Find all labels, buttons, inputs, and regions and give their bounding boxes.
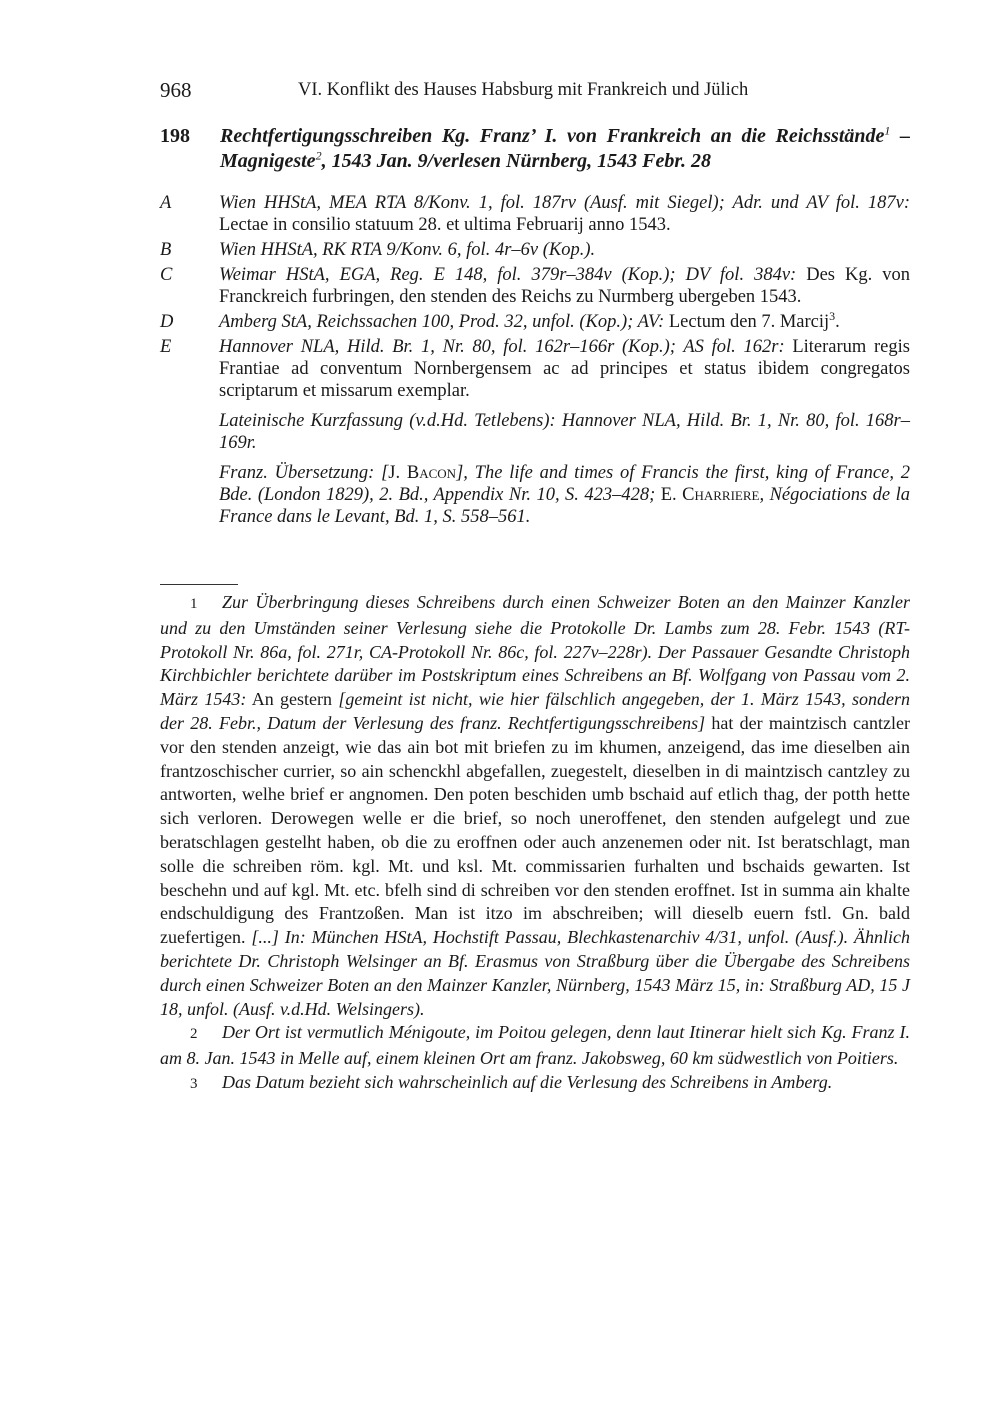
- source-note: Lectum den 7. Marcij: [664, 312, 830, 332]
- document-heading: [160, 124, 910, 174]
- running-title: VI. Konflikt des Hauses Habsburg mit Frankreich und Jülich: [298, 80, 749, 100]
- author-initial: J.: [388, 463, 407, 483]
- source-sigle: C: [160, 265, 173, 285]
- footnote-editorial: [gemeint ist nicht, wie hier fälschlich angegeben, der 1. März 1543, sondern der 28. Febr., Datum der Verlesung des franz. Rechtfertigungsschreibens]: [160, 689, 910, 733]
- source-note: Literarum regis Frantiae ad conventum Nornbergensem ac ad principes et status ibidem congregatos scriptarum et missarum exemplar.: [219, 337, 910, 401]
- source-a: [160, 192, 910, 236]
- footnote-text: Das Datum bezieht sich wahrscheinlich auf die Verlesung des Schreibens in Amberg.: [222, 1071, 833, 1092]
- title-part-c: , 1543 Jan. 9/verlesen Nürnberg, 1543 Febr. 28: [321, 150, 712, 172]
- source-note: Lectae in consilio statuum 28. et ultima Februarij anno 1543.: [219, 215, 671, 235]
- footnote-quote: An gestern: [246, 689, 339, 710]
- footnote-text: Zur Überbringung dieses Schreibens durch einen Schweizer Boten an den Mainzer Kanzler und zu den Umständen seiner Verlesung siehe die Protokolle Dr. Lambs zum 28. Febr. 1543 (RT-Protokoll Nr. 86a, fol. 271r, CA-Protokoll Nr. 86c, fol. 227v–228r). Der Passauer Gesandte Christoph Kirchbichler berichtete darüber im Postskriptum eines Schreibens an Bf. Wolfgang von Passau vom 2. März 1543:: [160, 592, 910, 710]
- source-archive: Amberg StA, Reichssachen 100, Prod. 32, unfol. (Kop.); AV:: [219, 312, 665, 332]
- author-name: Bacon: [406, 463, 457, 483]
- author-name: Charriere: [682, 485, 760, 505]
- footnote-divider: [160, 584, 238, 585]
- source-note: Des Kg. von Franckreich furbringen, den stenden des Reichs zu Nurmberg ubergeben 1543.: [219, 265, 910, 307]
- source-sigle: E: [160, 337, 172, 357]
- title-part-b: – Magnigeste: [220, 125, 911, 172]
- source-note-tail: .: [835, 312, 840, 332]
- source-e: [160, 336, 910, 402]
- source-d: [160, 308, 910, 333]
- page-number: 968: [160, 78, 192, 102]
- footnote-ref-1[interactable]: 1: [884, 123, 891, 138]
- source-c: [160, 264, 910, 308]
- footnotes: [160, 591, 910, 1097]
- source-archive: Wien HHStA, MEA RTA 8/Konv. 1, fol. 187rv (Ausf. mit Siegel); Adr. und AV fol. 187v:: [219, 193, 910, 213]
- footnote-ref-3[interactable]: 3: [829, 308, 836, 323]
- footnote-number: 3: [190, 1075, 198, 1092]
- document-title: [220, 124, 910, 174]
- page: [160, 78, 910, 1097]
- document-number: 198: [160, 125, 190, 147]
- source-sigle: D: [160, 312, 174, 332]
- running-head: [160, 78, 910, 108]
- footnote-text: [...] In: München HStA, Hochstift Passau, Blechkastenarchiv 4/31, unfol. (Ausf.). Ähnlich berichtete Dr. Christoph Welsinger an Bf. Erasmus von Straßburg über die Übergabe des Schreibens durch einen Schweizer Boten an den Mainzer Kanzler, Nürnberg, 1543 März 15, in: Straßburg AD, 15 J 18, unfol. (Ausf. v.d.Hd. Welsingers).: [160, 927, 910, 1019]
- source-list: [160, 192, 910, 528]
- source-archive: Hannover NLA, Hild. Br. 1, Nr. 80, fol. 162r–166r (Kop.); AS fol. 162r:: [219, 337, 785, 357]
- footnote-1: [160, 591, 910, 1021]
- source-archive: Wien HHStA, RK RTA 9/Konv. 6, fol. 4r–6v (Kop.).: [219, 240, 596, 260]
- footnote-ref-2[interactable]: 2: [315, 148, 322, 163]
- footnote-number: 2: [190, 1026, 198, 1043]
- author-initial: E.: [655, 485, 683, 505]
- footnote-number: 1: [190, 596, 198, 612]
- french-mid: ], The life and times of Francis the first, king of France, 2 Bde. (London 1829), 2. Bd., Appendix Nr. 10, S. 423–428;: [219, 463, 910, 505]
- source-b: [160, 239, 910, 261]
- title-part-a: Rechtfertigungsschreiben Kg. Franz’ I. von Frankreich an die Reichsstände: [220, 125, 885, 147]
- source-sigle: B: [160, 240, 172, 260]
- footnote-quote: hat der maintzisch cantzler vor den stenden anzeigt, wie das ain bot mit briefen zu im khumen, anzeigend, das ime dieselben ain frantzoschischer currier, so ain schenckhl abgefallen, zuegestelt, dieselben in di maintzisch cantzley zu antworten, welhe brief er angnomen. Den poten beschiden umb bschaid auf etlich thag, der potth hette sich verloren. Derowegen welle er die brief, so noch uneroffenet, den stenden aufgelegt und zue beratschlagen gestelht haben, ob die zu eroffnen oder auch anzenemen oder nit. Ist beratschlagt, man solle die schreiben röm. kgl. Mt. und ksl. Mt. commissarien furhalten und bschaids gewarten. Ist beschehn und auf kgl. Mt. etc. bfelh sind di schreiben vor den stenden eroffnet. Ist in summa ain khalte endschuldigung des Frantzoßen. Man ist itzo im abschreiben; will dieselb euern fstl. Gn. bald zuefertigen.: [160, 712, 910, 948]
- latin-summary: Lateinische Kurzfassung (v.d.Hd. Tetlebens): Hannover NLA, Hild. Br. 1, Nr. 80, fol. 168r–169r.: [219, 411, 910, 453]
- footnote-3: [160, 1071, 910, 1097]
- source-sigle: A: [160, 193, 172, 213]
- french-tail: , Négociations de la France dans le Levant, Bd. 1, S. 558–561.: [219, 485, 910, 527]
- footnote-text: Der Ort ist vermutlich Ménigoute, im Poitou gelegen, denn laut Itinerar hielt sich Kg. Franz I. am 8. Jan. 1543 in Melle auf, einem kleinen Ort am franz. Jakobsweg, 60 km südwestlich von Poitiers.: [160, 1022, 910, 1069]
- french-lead: Franz. Übersetzung: [: [219, 463, 389, 483]
- footnote-2: [160, 1021, 910, 1071]
- french-translation: [219, 462, 910, 528]
- source-archive: Weimar HStA, EGA, Reg. E 148, fol. 379r–384v (Kop.); DV fol. 384v:: [219, 265, 797, 285]
